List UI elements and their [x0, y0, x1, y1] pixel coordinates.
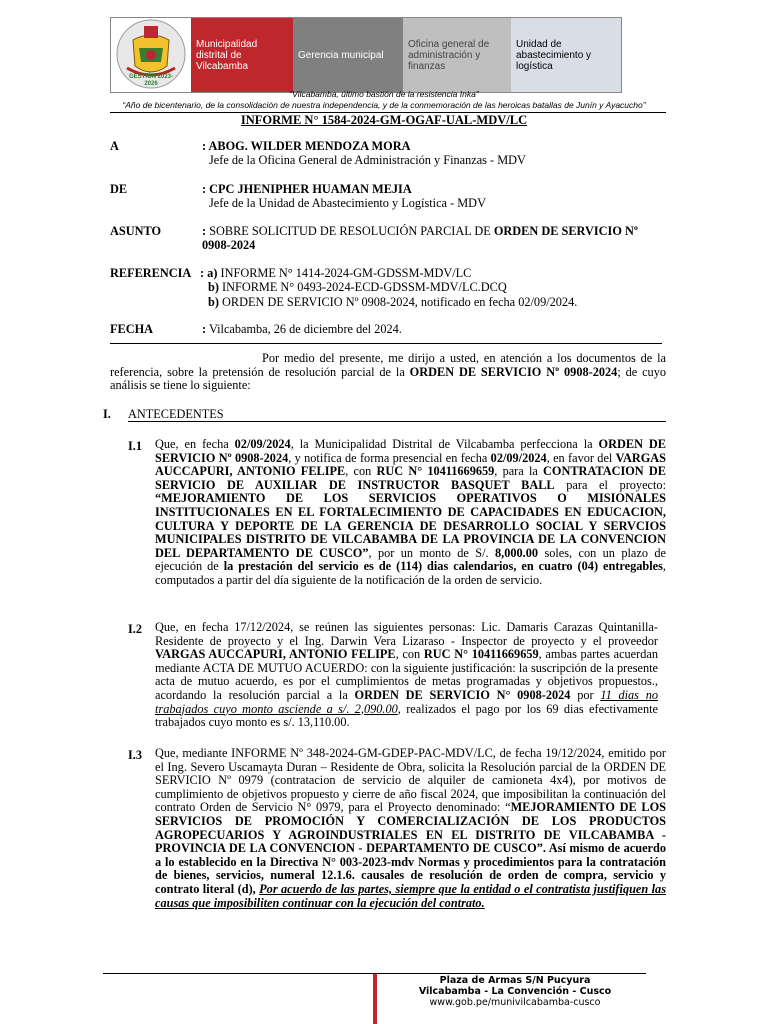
- header-cell-oficina: Oficina general de administración y finanzas: [403, 18, 511, 92]
- section-underline: [128, 421, 666, 422]
- header-cell-municipality: Municipalidad distrital de Vilcabamba: [191, 18, 293, 92]
- field-a-label: A: [110, 139, 119, 153]
- section-title: ANTECEDENTES: [128, 407, 224, 421]
- footer-website: www.gob.pe/munivilcabamba-cusco: [429, 997, 601, 1008]
- item-1-number: I.1: [128, 439, 143, 453]
- referencia-item-a: : a) INFORME N° 1414-2024-GM-GDSSM-MDV/LC: [200, 266, 472, 280]
- header-cell-unidad: Unidad de abastecimiento y logística: [511, 18, 621, 92]
- logo-caption: GESTIÓN 2023-2026: [128, 74, 173, 87]
- header-banner: [110, 17, 622, 93]
- item-3-paragraph: Que, mediante INFORME Nº 348-2024-GM-GDEP-PAC-MDV/LC, de fecha 19/12/2024, emitido por el Ing. Severo Uscamayta Duran – Residente de Obra, solicita la Resolución parcial de la ORDEN DE SERVICIO Nº 0979 (contratacion de servicio de alquiler de camioneta 4x4), por motivos de cumplimiento de objetivos propuesto y cierre de año fiscal 2024, que imposibilitan la continuación del contrato Orden de Servicio N° 0979, para el Proyecto denominado: “MEJORAMIENTO DE LOS SERVICIOS DE PROMOCIÓN Y COMERCIALIZACIÓN DE LOS PRODUCTOS AGROPECUARIOS Y AGROINDUSTRIALES EN EL DISTRITO DE VILCABAMBA - PROVINCIA DE LA CONVENCION - DEPARTAMENTO DE CUSCO”. Así mismo de acuerdo a lo establecido en la Directiva N° 003-2023-mdv Normas y procedimientos para la contratación de bienes, servicios, numeral 12.1.6. causales de resolución de orden de compra, servicio y contrato literal (d), Por acuerdo de las partes, siempre que la entidad o el contratista justifiquen las causas que imposibiliten continuar con la ejecución del contrato.: [155, 746, 666, 910]
- referencia-item-b: b) INFORME N° 0493-2024-ECD-GDSSM-MDV/LC.DCQ: [208, 280, 507, 294]
- motto-line-1: “Vilcabamba, último bastión de la resistencia Inka”: [289, 89, 479, 99]
- fields-divider: [110, 343, 662, 344]
- municipal-logo: [111, 18, 191, 92]
- field-asunto-value: : SOBRE SOLICITUD DE RESOLUCIÓN PARCIAL DE ORDEN DE SERVICIO Nº 0908-2024: [202, 224, 638, 252]
- document-title: INFORME N° 1584-2024-GM-OGAF-UAL-MDV/LC: [240, 113, 528, 127]
- motto-line-2: “Año de bicentenario, de la consolidación de nuestra independencia, y de la conmemoración de las heroicas batallas de Junín y Ayacucho”: [122, 100, 646, 110]
- field-fecha-label: FECHA: [110, 322, 154, 336]
- intro-paragraph: Por medio del presente, me dirijo a usted, en atención a los documentos de la referencia, sobre la pretensión de resolución parcial de la ORDEN DE SERVICIO Nº 0908-2024; de cuyo análisis se tiene lo siguiente:: [110, 351, 667, 393]
- field-a-role: Jefe de la Oficina General de Administración y Finanzas - MDV: [209, 153, 526, 167]
- item-2-paragraph: Que, en fecha 17/12/2024, se reúnen las siguientes personas: Lic. Damaris Carazas Quintanilla- Residente de proyecto y el Ing. Darwin Vera Lizaraso - Inspector de proyecto y el proveedor VARGAS AUCCAPURI, ANTONIO FELIPE, con RUC N° 10411669659, ambas partes acuerdan mediante ACTA DE MUTUO ACUERDO: con la siguiente justificación: la suscripción de la presente acta de mutuo acuerdo, es por el cumplimientos de metas programadas y objetivos propuestos., acordando la resolución parcial a la ORDEN DE SERVICIO N° 0908-2024 por 11 dias no trabajados cuyo monto asciende a s/. 2,090.00, realizados el pago por los 69 dias efectivamente trabajados cuyo monto es s/. 13,110.00.: [155, 620, 658, 730]
- field-de-label: DE: [110, 182, 128, 196]
- referencia-item-c: b) ORDEN DE SERVICIO Nº 0908-2024, notificado en fecha 02/09/2024.: [208, 295, 578, 309]
- field-fecha-value: : Vilcabamba, 26 de diciembre del 2024.: [202, 322, 402, 336]
- section-number: I.: [103, 407, 111, 421]
- field-referencia-label: REFERENCIA: [110, 266, 192, 280]
- footer-red-bar: [373, 974, 377, 1024]
- item-1-paragraph: Que, en fecha 02/09/2024, la Municipalidad Distrital de Vilcabamba perfecciona la ORDEN DE SERVICIO Nº 0908-2024, y notifica de forma presencial en fecha 02/09/2024, en favor del VARGAS AUCCAPURI, ANTONIO FELIPE, con RUC N° 10411669659, para la CONTRATACION DE SERVICIO DE AUXILIAR DE INSTRUCTOR BASQUET BALL para el proyecto: “MEJORAMIENTO DE LOS SERVICIOS OPERATIVOS O MISIONALES INSTITUCIONALES EN EL FORTALECIMIENTO DE CAPACIDADES EN EDUCACION, CULTURA Y DEPORTE DE LA GERENCIA DE DESARROLLO SOCIAL Y SERVCIOS MUNICIPALES DISTRITO DE VILCABAMBA DE LA PROVINCIA DE LA CONVENCION DEL DEPARTAMENTO DE CUSCO”, por un monto de S/. 8,000.00 soles, con un plazo de ejecución de la prestación del servicio es de (114) dias calendarios, en cuatro (04) entregables, computados a partir del día siguiente de la notificación de la orden de servicio.: [155, 437, 666, 587]
- field-de-name: : CPC JHENIPHER HUAMAN MEJIA: [202, 182, 412, 196]
- field-a-name: : ABOG. WILDER MENDOZA MORA: [202, 139, 411, 153]
- item-3-number: I.3: [128, 748, 143, 762]
- item-2-number: I.2: [128, 622, 143, 636]
- footer-location: Vilcabamba - La Convención - Cusco: [418, 986, 612, 997]
- footer-address: Plaza de Armas S/N Pucyura: [439, 975, 591, 986]
- field-asunto-label: ASUNTO: [110, 224, 162, 238]
- header-cell-gerencia: Gerencia municipal: [293, 18, 403, 92]
- field-de-role: Jefe de la Unidad de Abastecimiento y Logística - MDV: [209, 196, 486, 210]
